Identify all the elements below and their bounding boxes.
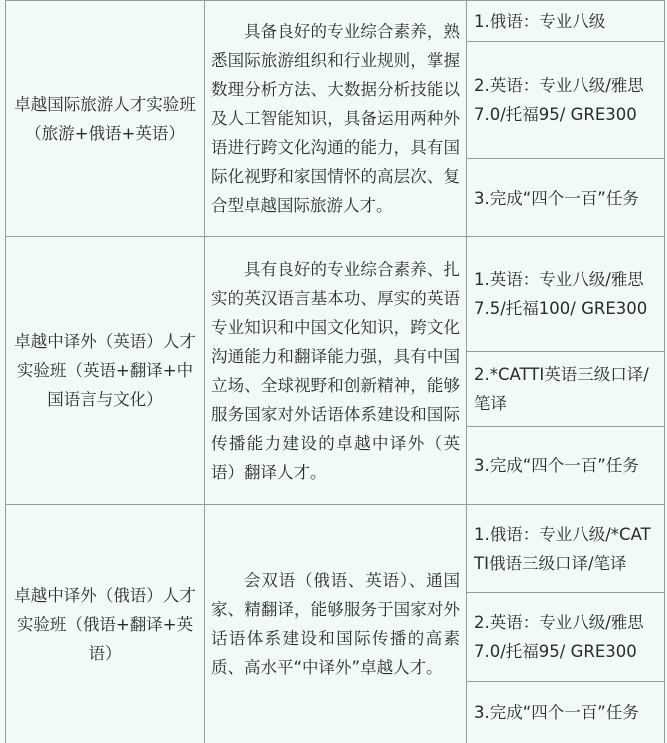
- requirements-cell: [467, 237, 664, 504]
- requirement-item: 3.完成“四个一百”任务: [474, 703, 639, 722]
- requirement-item: 2.*CATTI英语三级口译/笔译: [467, 352, 664, 427]
- table-row: [6, 237, 664, 505]
- program-description: 具备良好的专业综合素养，熟悉国际旅游组织和行业规则，掌握数理分析方法、大数据分析技能以及人工智能知识，具备运用两种外语进行跨文化沟通的能力，具有国际化视野和家国情怀的高层次、复合型卓越国际旅游人才。: [211, 22, 460, 215]
- program-name: 卓越国际旅游人才实验班（旅游+俄语+英语）: [14, 94, 196, 143]
- program-description-cell: [205, 505, 467, 743]
- requirement-item: 3.完成“四个一百”任务: [474, 456, 639, 475]
- requirement-item: 2.英语：专业八级/雅思7.0/托福95/ GRE300: [467, 42, 664, 159]
- requirement-item: 3.完成“四个一百”任务: [474, 188, 639, 208]
- program-table: [5, 0, 665, 743]
- program-name: 卓越中译外（俄语）人才实验班（俄语+翻译+英语）: [14, 585, 196, 663]
- table-row: [6, 505, 664, 743]
- program-description-cell: [205, 1, 467, 236]
- requirement-item: 1.俄语：专业八级: [467, 1, 664, 42]
- program-description: 会双语（俄语、英语）、通国家、精翻译，能够服务于国家对外话语体系建设和国际传播的高素质、高水平“中译外”卓越人才。: [211, 571, 460, 677]
- requirement-item: 1.英语：专业八级/雅思7.5/托福100/ GRE300: [467, 237, 664, 352]
- program-name-cell: [6, 237, 205, 504]
- requirements-cell: [467, 1, 664, 236]
- program-description-cell: [205, 237, 467, 504]
- program-name-cell: [6, 1, 205, 236]
- program-name-cell: [6, 505, 205, 743]
- requirements-cell: [467, 505, 664, 743]
- requirement-item: 1.俄语：专业八级/*CATTI俄语三级口译/笔译: [467, 505, 664, 593]
- requirement-item: 2.英语：专业八级/雅思7.0/托福95/ GRE300: [467, 593, 664, 682]
- program-name: 卓越中译外（英语）人才实验班（英语+翻译+中国语言与文化）: [14, 332, 196, 409]
- table-row: [6, 0, 664, 237]
- program-description: 具有良好的专业综合素养、扎实的英汉语言基本功、厚实的英语专业知识和中国文化知识，跨文化沟通能力和翻译能力强，具有中国立场、全球视野和创新精神，能够服务国家对外话语体系建设和国际传播能力建设的卓越中译外（英语）翻译人才。: [211, 259, 460, 482]
